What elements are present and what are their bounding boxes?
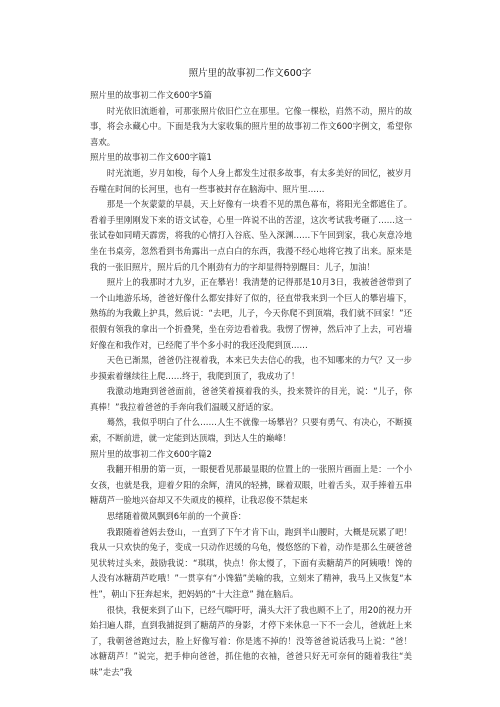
section-heading: 照片里的故事初二作文600字篇1 <box>90 152 212 163</box>
body-paragraph: 那是一个灰蒙蒙的早晨，天上好像有一块看不见的黑色幕布，将阳光全都遮住了。看着手里刚刚发下来的语文试卷，心里一阵说不出的苦涩，这次考试我考砸了……这一张试卷如同晴天霹雳，将我的心情打入谷底、坠入深渊……下午回到家，我心灰意冷地坐在书桌旁，忽然看到书角露出一点白白的东西，我漫不经心地将它拽了出来。原来是我的一张旧照片，照片后的几个刚劲有力的字却显得特别醒目：儿子，加油！ <box>90 199 412 272</box>
body-paragraph: 时光流逝，岁月如梭，每个人身上都发生过很多故事，有太多美好的回忆，被岁月吞噬在时间的长河里，也有一些事被封存在脑海中、照片里…… <box>90 167 412 194</box>
body-paragraph: 蓦然，我似乎明白了什么……人生不就像一场攀岩？只要有勇气、有决心，不断摸索，不断前进，就一定能到达顶端，到达人生的巅峰！ <box>90 417 412 444</box>
body-paragraph: 天色已渐黑，爸爸仍注视着我，本来已失去信心的我，也不知哪来的力气？又一步步摸索着继续往上爬……终于，我爬到顶了，我成功了！ <box>90 355 412 381</box>
section-heading: 照片里的故事初二作文600字5篇 <box>90 90 212 100</box>
body-paragraph: 我翻开相册的第一页，一眼便看见那最显眼的位置上的一张照片画面上是：一个小女孩，也就是我，迎着夕阳的余辉，清风的轻拂，眯着双眼，吐着舌头，双手捧着五串糖葫芦一脸地兴奋却又不失顽皮的模样，让我忍俊不禁起来 <box>90 464 412 506</box>
body-paragraph: 时光依旧流逝着，可那张照片依旧伫立在那里。它像一棵松，岿然不动，照片的故事，将会永藏心中。下面是我为大家收集的照片里的故事初二作文600字例文，希望你喜欢。 <box>90 105 412 147</box>
section-heading: 照片里的故事初二作文600字篇2 <box>90 448 212 459</box>
body-paragraph: 我激动地跑到爸爸面前，爸爸笑着摸着我的头，投来赞许的目光，说：“儿子，你真棒！”我拉着爸爸的手奔向我们温暖又舒适的家。 <box>90 386 412 412</box>
body-paragraph: 我跟随着爸妈去登山，一直到了下午才肯下山，跑到半山腰时，大概是玩累了吧！我从一只欢快的兔子，变成一只动作迟缓的乌龟，慢悠悠的下着，动作是那么生硬爸爸见状转过头来，鼓励我说：“琪琪，快点！你太慢了，下面有卖糖葫芦的阿姨哦！馋的人没有冰糖葫芦吃哦！”一贯享有“小馋猫”美喻的我，立刻来了精神，我马上又恢复“本性”，朝山下狂奔起来，把妈妈的“十大注意” 抛在脑后。 <box>90 526 412 599</box>
body-paragraph: 思绪随着微风飘到6年前的一个黄昏： <box>106 511 247 522</box>
document-body <box>90 88 412 681</box>
body-paragraph: 很快，我便来到了山下，已经气喘吁吁，满头大汗了我也顾不上了，用20的视力开始扫遍人群，直到我捕捉到了糖葫芦的身影，才停下来休息一下不一会儿，爸就赶上来了，我朝爸爸跑过去，脸上好像写着：你是逃不掉的！没等爸爸说话我马上说：“爸！冰糖葫芦！”说完，把手伸向爸爸，抓住他的衣袖，爸爸只好无可奈何的随着我往“美味”走去”我 <box>90 604 412 677</box>
document-title: 照片里的故事初二作文600字 <box>188 68 312 79</box>
body-paragraph: 照片上的我那时才九岁，正在攀岩！我清楚的记得那是10月3日，我被爸爸带到了一个山地游乐场，爸爸好像什么都安排好了似的，径直带我来到一个巨人的攀岩墙下，熟练的为我戴上护具，然后说：“去吧，儿子，今天你爬不到顶端，我们就不回家！”还很假有领我的拿出一个折叠凳，坐在旁边看着我。我愣了愣神，然后冲了上去，可岩墙好像在和我作对，已经爬了半个多小时的我还没爬到顶…… <box>90 277 412 350</box>
